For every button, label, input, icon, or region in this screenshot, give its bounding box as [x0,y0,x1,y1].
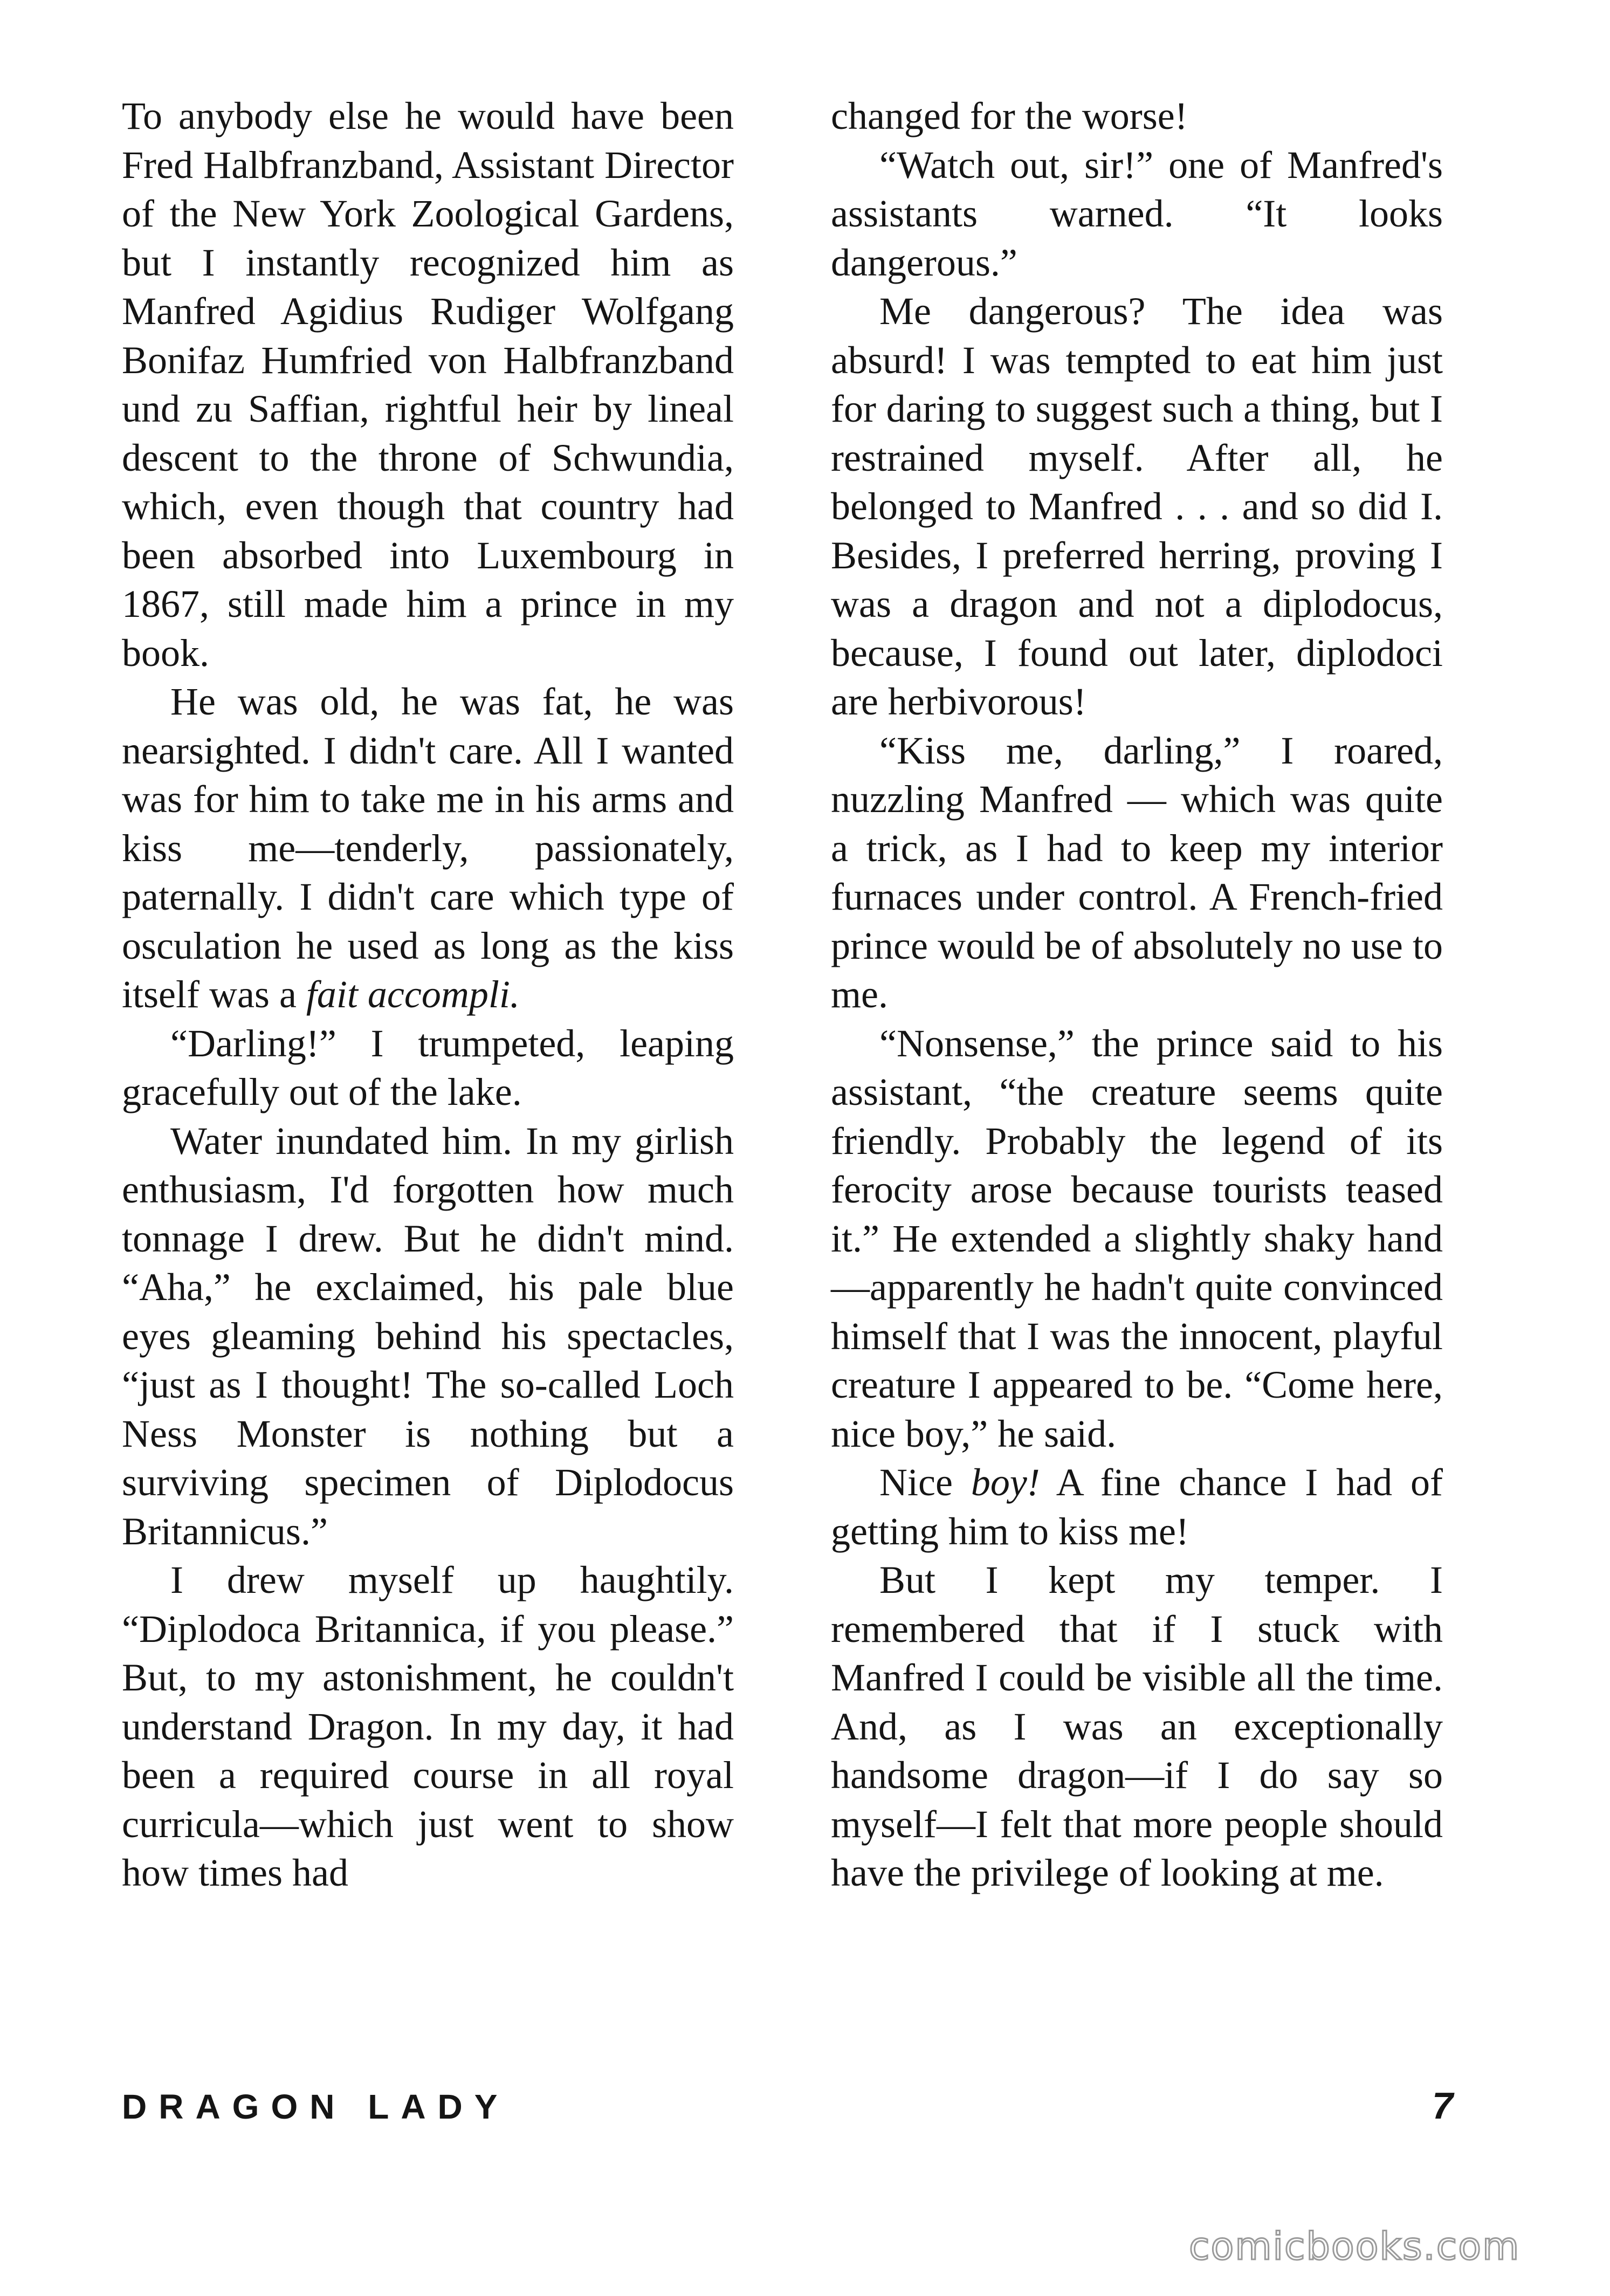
paragraph: I drew myself up haughtily. “Diplodoca Britannica, if you please.” But, to my astonishment, he couldn't understand Dragon. In my day, it had been a required course in all royal curricula—which just went to show how times had [122,1558,734,1894]
left-column [122,92,734,1898]
paragraph-text: A fine chance I had of getting him to kiss me! [831,1461,1443,1553]
italic-phrase: boy! [971,1461,1040,1504]
paragraph-text: He was old, he was fat, he was nearsighted. I didn't care. All I wanted was for him to take me in his arms and kiss me—tenderly, passionately, paternally. I didn't care which type of osculation he used as long as the kiss itself was a [122,680,734,1016]
paragraph: “Darling!” I trumpeted, leaping gracefully out of the lake. [122,1021,734,1113]
paragraph: “Watch out, sir!” one of Manfred's assistants warned. “It looks dangerous.” [831,143,1443,284]
paragraph: “Kiss me, darling,” I roared, nuzzling Manfred — which was quite a trick, as I had to keep my interior furnaces under control. A French-fried prince would be of absolutely no use to me. [831,728,1443,1016]
page-number: 7 [1432,2085,1453,2127]
paragraph: To anybody else he would have been Fred Halbfranzband, Assistant Director of the New York Zoological Gardens, but I instantly recognized him as Manfred Agidius Rudiger Wolfgang Bonifaz Humfried von Halbfranzband und zu Saffian, rightful heir by lineal descent to the throne of Schwundia, which, even though that country had been absorbed into Luxembourg in 1867, still made him a prince in my book. [122,94,734,675]
right-column [831,92,1443,1898]
paragraph: Me dangerous? The idea was absurd! I was tempted to eat him just for daring to suggest such a thing, but I restrained myself. After all, he belonged to Manfred . . . and so did I. Besides, I preferred herring, proving I was a dragon and not a diplodocus, because, I found out later, diplodoci are herbivorous! [831,290,1443,723]
italic-phrase: fait accompli. [306,973,520,1016]
running-footer-title: DRAGON LADY [122,2087,510,2126]
paragraph [122,677,734,1019]
paragraph: changed for the worse! [831,94,1188,138]
watermark: comicbooks.com [1189,2224,1520,2268]
paragraph: Water inundated him. In my girlish enthusiasm, I'd forgotten how much tonnage I drew. But he didn't mind. “Aha,” he exclaimed, his pale blue eyes gleaming behind his spectacles, “just as I thought! The so-called Loch Ness Monster is nothing but a surviving specimen of Diplodocus Britannicus.” [122,1119,734,1553]
paragraph [831,1458,1443,1556]
paragraph-text: Nice [879,1461,971,1504]
paragraph: “Nonsense,” the prince said to his assistant, “the creature seems quite friendly. Probably the legend of its ferocity arose because tourists teased it.” He extended a slightly shaky hand—apparently he hadn't quite convinced himself that I was the innocent, playful creature I appeared to be. “Come here, nice boy,” he said. [831,1021,1443,1455]
paragraph: But I kept my temper. I remembered that if I stuck with Manfred I could be visible all the time. And, as I was an exceptionally handsome dragon—if I do say so myself—I felt that more people should have the privilege of looking at me. [831,1558,1443,1894]
